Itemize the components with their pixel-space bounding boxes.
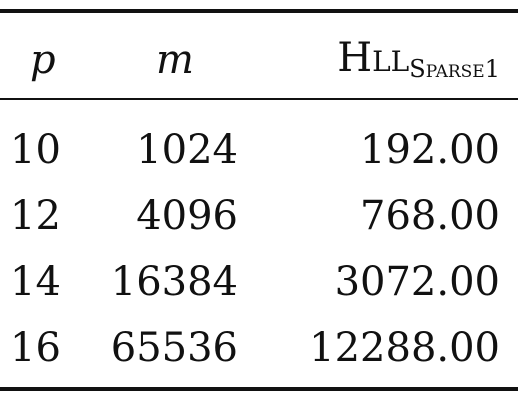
header-m: m bbox=[156, 37, 194, 83]
table-row-4-value: 12288.00 bbox=[309, 325, 500, 371]
table-row-2-value: 768.00 bbox=[360, 193, 500, 239]
table-row-2-m: 4096 bbox=[136, 193, 238, 239]
header-p: p bbox=[30, 37, 56, 83]
header-hll-subscript: Sparse1 bbox=[409, 55, 500, 83]
table-row-3-value: 3072.00 bbox=[334, 259, 500, 305]
table-row-4-p: 16 bbox=[10, 325, 61, 371]
table-row-2-p: 12 bbox=[10, 193, 61, 239]
header-hll-main: Hll bbox=[337, 35, 410, 81]
table-row-4-m: 65536 bbox=[110, 325, 238, 371]
table-row-1-m: 1024 bbox=[136, 127, 238, 173]
table-row-3-p: 14 bbox=[10, 259, 61, 305]
header-hll-sparse1 bbox=[337, 35, 500, 83]
table-row-1-p: 10 bbox=[10, 127, 61, 173]
table-row-3-m: 16384 bbox=[110, 259, 238, 305]
bottom-rule bbox=[0, 387, 518, 391]
top-rule bbox=[0, 9, 518, 13]
table-row-1-value: 192.00 bbox=[360, 127, 500, 173]
header-rule bbox=[0, 98, 518, 100]
